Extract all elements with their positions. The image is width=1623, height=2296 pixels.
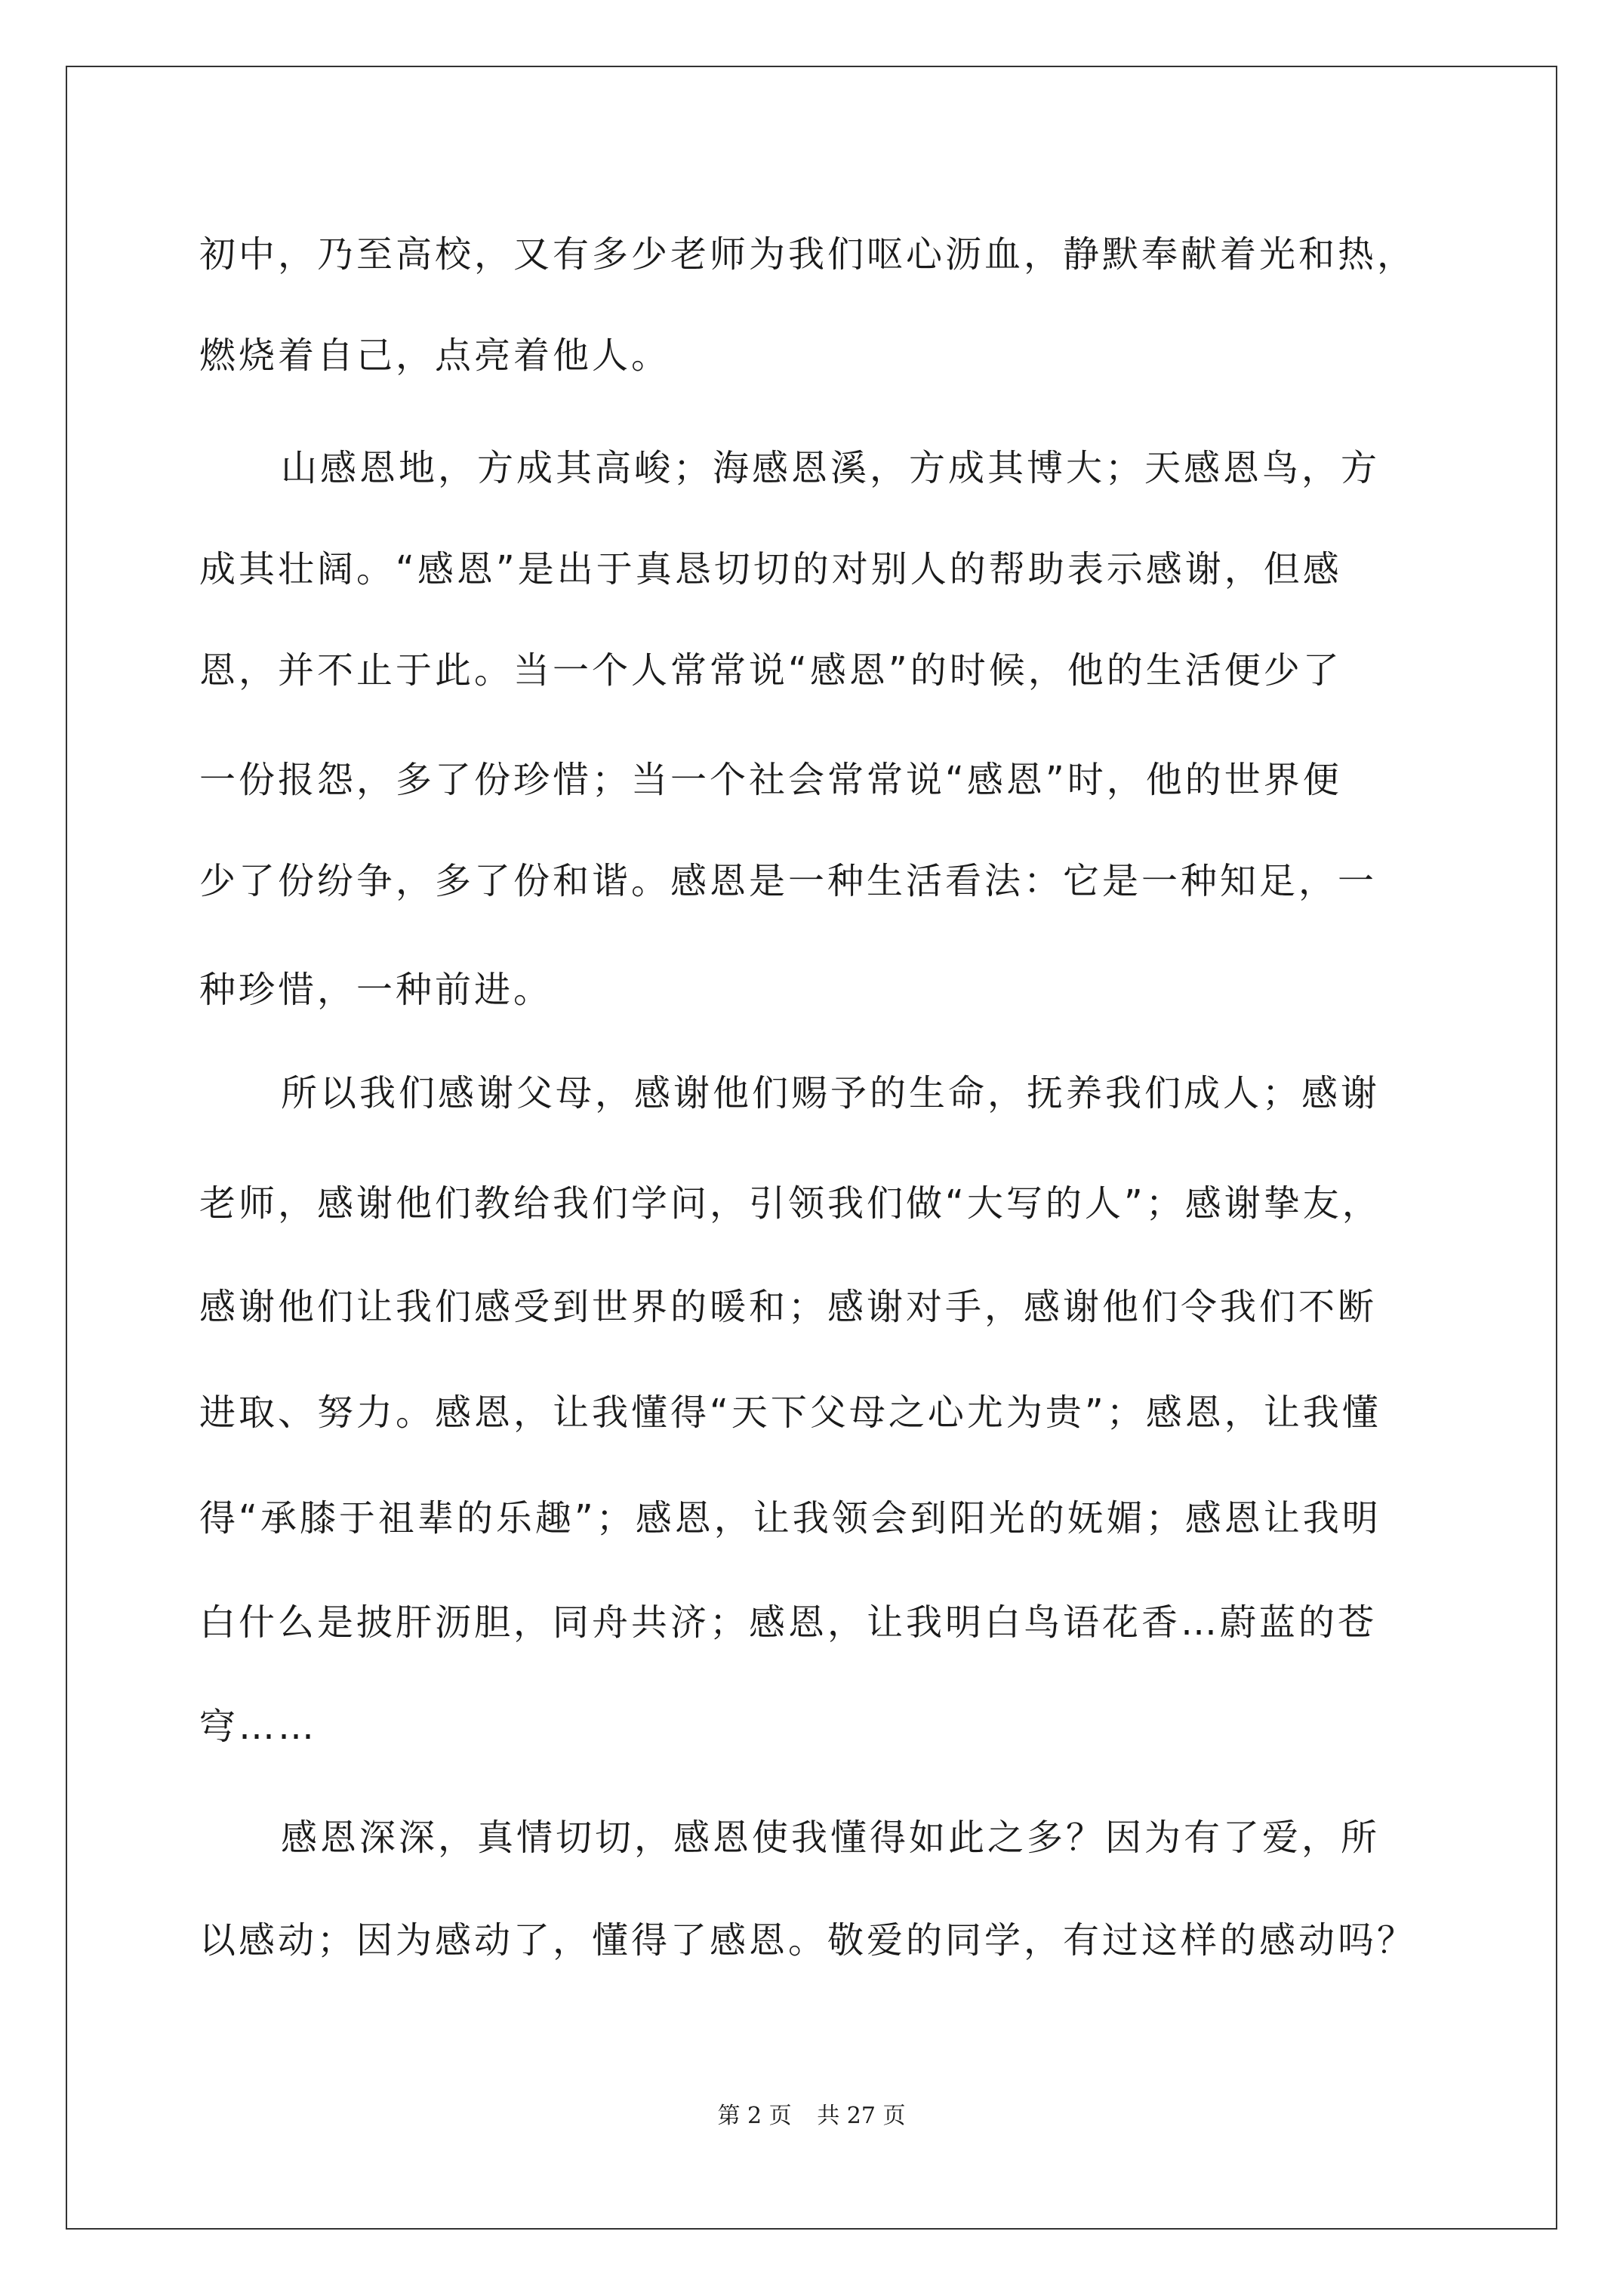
- text-line: 初中，乃至高校，又有多少老师为我们呕心沥血，静默奉献着光和热，: [199, 233, 1417, 276]
- text-line: 一份报怨，多了份珍惜；当一个社会常常说“感恩”时，他的世界便: [199, 759, 1342, 801]
- page-total: 共 27 页: [817, 2103, 906, 2129]
- text-line: 山感恩地，方成其高峻；海感恩溪，方成其博大；天感恩鸟，方: [281, 447, 1381, 489]
- text-line: 所以我们感谢父母，感谢他们赐予的生命，抚养我们成人；感谢: [281, 1072, 1381, 1114]
- text-line: 燃烧着自己，点亮着他人。: [199, 334, 671, 377]
- text-line: 得“承膝于祖辈的乐趣”；感恩，让我领会到阳光的妩媚；感恩让我明: [199, 1497, 1381, 1539]
- text-line: 进取、努力。感恩，让我懂得“天下父母之心尤为贵”；感恩，让我懂: [199, 1391, 1381, 1434]
- text-line: 少了份纷争，多了份和谐。感恩是一种生活看法：它是一种知足，一: [199, 860, 1378, 902]
- text-line: 以感动；因为感动了，懂得了感恩。敬爱的同学，有过这样的感动吗？: [199, 1919, 1417, 1962]
- page-number: 第 2 页: [717, 2103, 792, 2129]
- text-line: 老师，感谢他们教给我们学问，引领我们做“大写的人”；感谢挚友，: [199, 1182, 1381, 1225]
- text-line: 感谢他们让我们感受到世界的暖和；感谢对手，感谢他们令我们不断: [199, 1286, 1378, 1328]
- text-line: 成其壮阔。“感恩”是出于真恳切切的对别人的帮助表示感谢，但感: [199, 548, 1342, 590]
- text-line: 种珍惜，一种前进。: [199, 969, 553, 1011]
- page-border: [66, 66, 1557, 2230]
- text-line: 白什么是披肝沥胆，同舟共济；感恩，让我明白鸟语花香…蔚蓝的苍: [199, 1601, 1378, 1644]
- page-footer: [0, 2101, 1623, 2131]
- text-line: 感恩深深，真情切切，感恩使我懂得如此之多？因为有了爱，所: [281, 1817, 1381, 1859]
- text-line: 恩，并不止于此。当一个人常常说“感恩”的时候，他的生活便少了: [199, 649, 1342, 692]
- text-line: 穹……: [199, 1706, 318, 1748]
